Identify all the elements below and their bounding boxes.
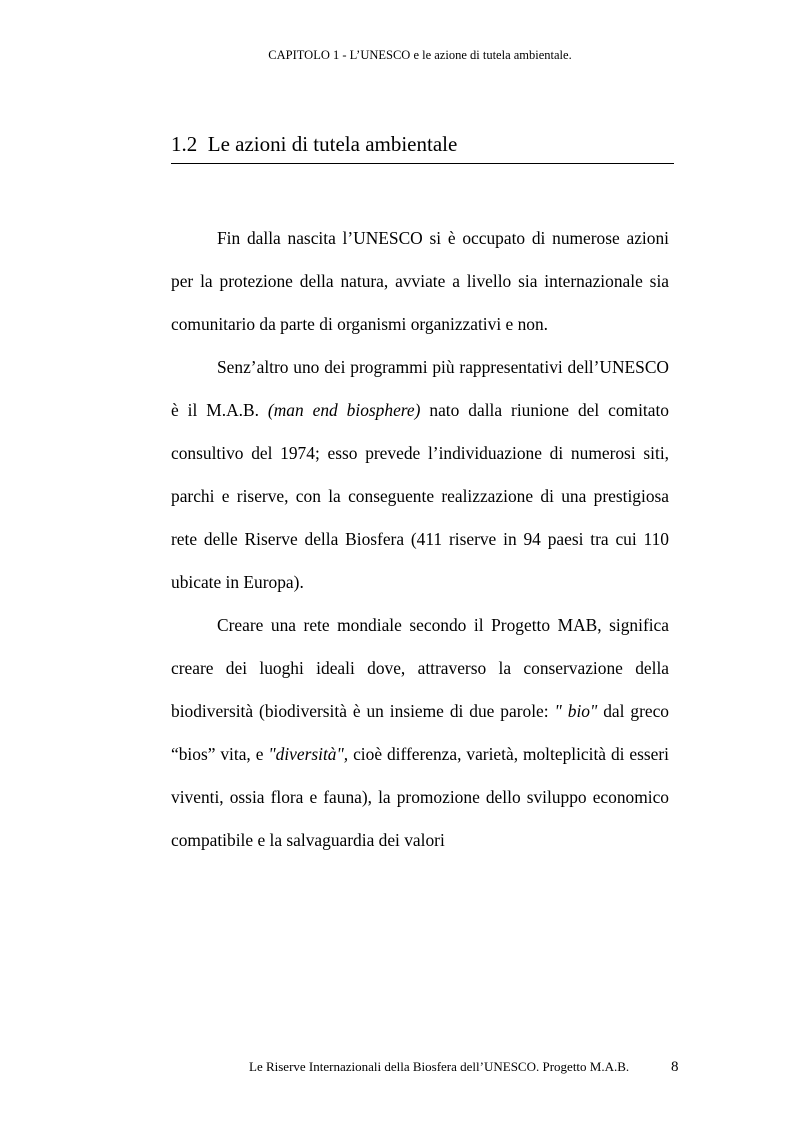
page-number: 8: [671, 1059, 679, 1075]
body-text: [171, 217, 669, 862]
paragraph-3-text-b: dal greco “bios” vita, e: [171, 701, 669, 764]
section-title: Le azioni di tutela ambientale: [207, 132, 458, 156]
section-number: 1.2: [171, 132, 198, 156]
paragraph-2: [171, 346, 669, 604]
paragraph-1: Fin dalla nascita l’UNESCO si è occupato di numerose azioni per la protezione della natura, avviate a livello sia internazionale sia comunitario da parte di organismi organizzativi e non.: [171, 228, 669, 334]
paragraph-2-italic: (man end biosphere): [267, 400, 421, 420]
paragraph-3: [171, 604, 669, 862]
running-header: CAPITOLO 1 - L’UNESCO e le azione di tutela ambientale.: [268, 48, 572, 62]
section-heading: [171, 131, 457, 157]
paragraph-2-text-a: Senz’altro uno dei programmi più rappresentativi dell’UNESCO è il M.A.B.: [171, 357, 669, 420]
paragraph-3-italic-diversita: "diversità",: [268, 744, 349, 764]
paragraph-3-text-a: Creare una rete mondiale secondo il Progetto MAB, significa creare dei luoghi ideali dove, attraverso la conservazione della biodiversità (biodiversità è un insieme di due parole:: [171, 615, 669, 721]
paragraph-3-text-c: cioè differenza, varietà, molteplicità di esseri viventi, ossia flora e fauna), la promozione dello sviluppo economico compatibile e la salvaguardia dei valori: [171, 744, 669, 850]
heading-rule: [171, 163, 674, 164]
paragraph-2-text-b: nato dalla riunione del comitato consultivo del 1974; esso prevede l’individuazione di numerosi siti, parchi e riserve, con la conseguente realizzazione di una prestigiosa rete delle Riserve della Biosfera (411 riserve in 94 paesi tra cui 110 ubicate in Europa).: [171, 400, 669, 592]
page-footer: Le Riserve Internazionali della Biosfera dell’UNESCO. Progetto M.A.B.: [249, 1059, 630, 1074]
paragraph-3-italic-bio: " bio": [554, 701, 598, 721]
